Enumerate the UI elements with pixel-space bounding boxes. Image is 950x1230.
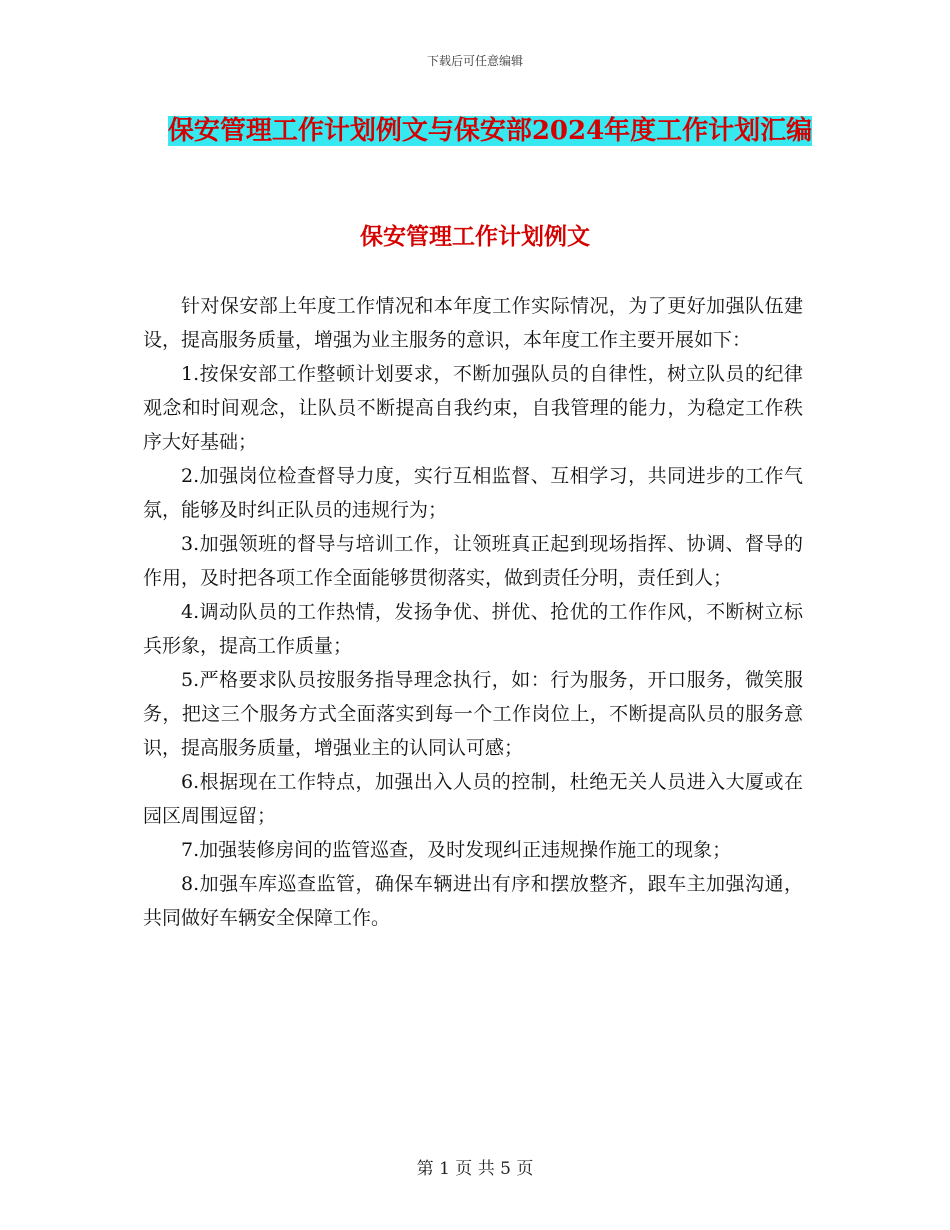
document-body	[143, 289, 803, 935]
document-title-text: 保安管理工作计划例文与保安部2024年度工作计划汇编	[167, 116, 813, 146]
paragraph-intro: 针对保安部上年度工作情况和本年度工作实际情况，为了更好加强队伍建设，提高服务质量，增强为业主服务的意识，本年度工作主要开展如下：	[143, 295, 803, 351]
paragraph-item-1: 1.按保安部工作整顿计划要求，不断加强队员的自律性，树立队员的纪律观念和时间观念，让队员不断提高自我约束，自我管理的能力，为稳定工作秩序大好基础；	[143, 363, 803, 453]
paragraph-item-8: 8.加强车库巡查监管，确保车辆进出有序和摆放整齐，跟车主加强沟通，共同做好车辆安全保障工作。	[143, 873, 803, 929]
section-title: 保安管理工作计划例文	[360, 223, 590, 250]
paragraph-item-5: 5.严格要求队员按服务指导理念执行，如：行为服务，开口服务，微笑服务，把这三个服务方式全面落实到每一个工作岗位上，不断提高队员的服务意识，提高服务质量，增强业主的认同认可感；	[143, 669, 803, 759]
paragraph-item-4: 4.调动队员的工作热情，发扬争优、拼优、抢优的工作作风，不断树立标兵形象，提高工作质量；	[143, 601, 803, 657]
paragraph-item-6: 6.根据现在工作特点，加强出入人员的控制，杜绝无关人员进入大厦或在园区周围逗留；	[143, 771, 803, 827]
paragraph-item-7: 7.加强装修房间的监管巡查，及时发现纠正违规操作施工的现象；	[181, 839, 732, 861]
paragraph-item-3: 3.加强领班的督导与培训工作，让领班真正起到现场指挥、协调、督导的作用，及时把各项工作全面能够贯彻落实，做到责任分明，责任到人；	[143, 533, 803, 589]
page-number-footer: 第 1 页 共 5 页	[416, 1159, 534, 1179]
document-title	[140, 106, 840, 156]
header-note: 下载后可任意编辑	[426, 54, 523, 68]
paragraph-item-2: 2.加强岗位检查督导力度，实行互相监督、互相学习，共同进步的工作气氛，能够及时纠正队员的违规行为；	[143, 465, 803, 521]
